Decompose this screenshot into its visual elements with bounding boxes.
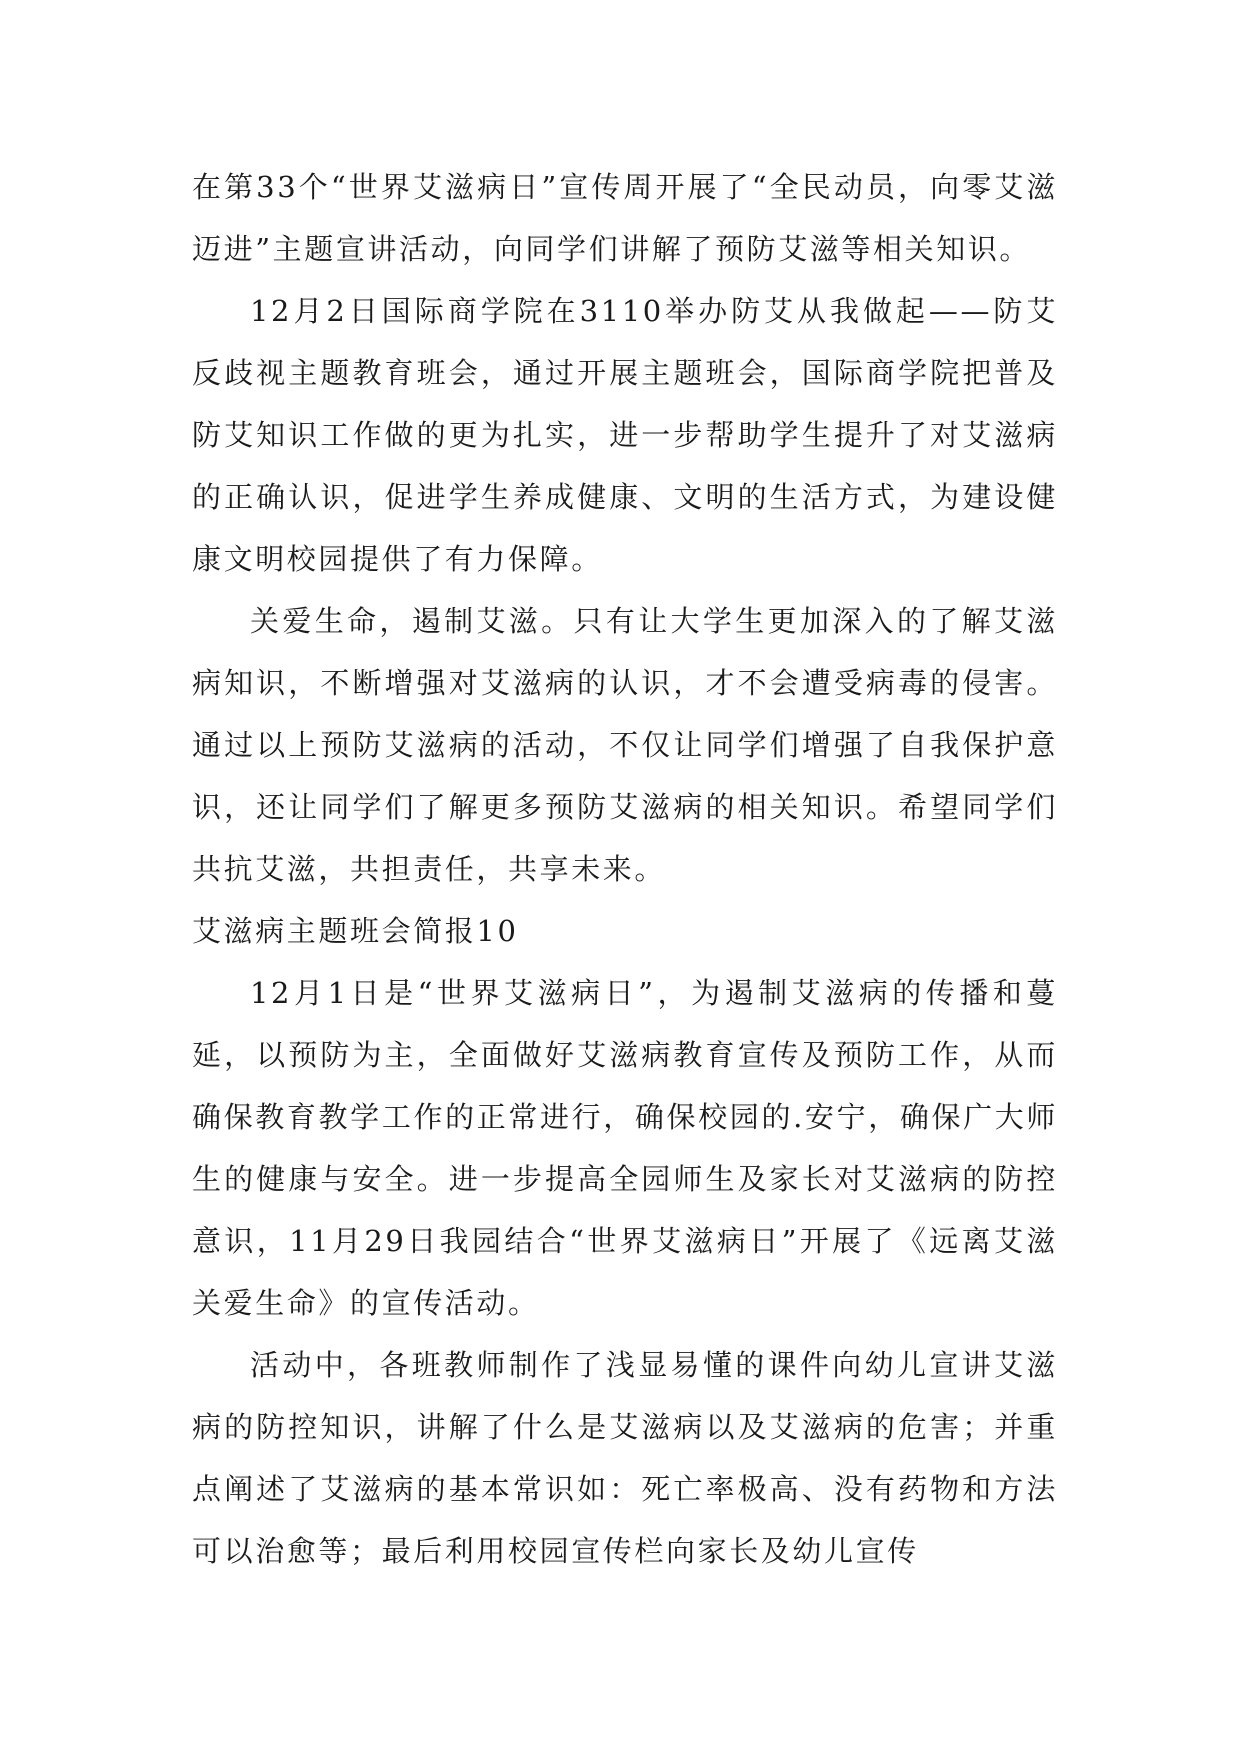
paragraph-1: 在第33个“世界艾滋病日”宣传周开展了“全民动员，向零艾滋迈进”主题宣讲活动，向同学们讲解了预防艾滋等相关知识。 <box>192 170 1058 266</box>
paragraph-2: 12月2日国际商学院在3110举办防艾从我做起——防艾反歧视主题教育班会，通过开展主题班会，国际商学院把普及防艾知识工作做的更为扎实，进一步帮助学生提升了对艾滋病的正确认识，促进学生养成健康、文明的生活方式，为建设健康文明校园提供了有力保障。 <box>192 294 1058 576</box>
paragraph-3: 关爱生命，遏制艾滋。只有让大学生更加深入的了解艾滋病知识，不断增强对艾滋病的认识，才不会遭受病毒的侵害。通过以上预防艾滋病的活动，不仅让同学们增强了自我保护意识，还让同学们了解更多预防艾滋病的相关知识。希望同学们共抗艾滋，共担责任，共享未来。 <box>192 604 1058 886</box>
paragraph-5: 活动中，各班教师制作了浅显易懂的课件向幼儿宣讲艾滋病的防控知识，讲解了什么是艾滋病以及艾滋病的危害；并重点阐述了艾滋病的基本常识如：死亡率极高、没有药物和方法可以治愈等；最后利用校园宣传栏向家长及幼儿宣传 <box>192 1348 1058 1568</box>
section-heading: 艾滋病主题班会简报10 <box>192 914 519 948</box>
paragraph-4: 12月1日是“世界艾滋病日”，为遏制艾滋病的传播和蔓延，以预防为主，全面做好艾滋病教育宣传及预防工作，从而确保教育教学工作的正常进行，确保校园的.安宁，确保广大师生的健康与安全。进一步提高全园师生及家长对艾滋病的防控意识，11月29日我园结合“世界艾滋病日”开展了《远离艾滋关爱生命》的宣传活动。 <box>192 976 1058 1320</box>
document-page <box>192 156 1058 1582</box>
